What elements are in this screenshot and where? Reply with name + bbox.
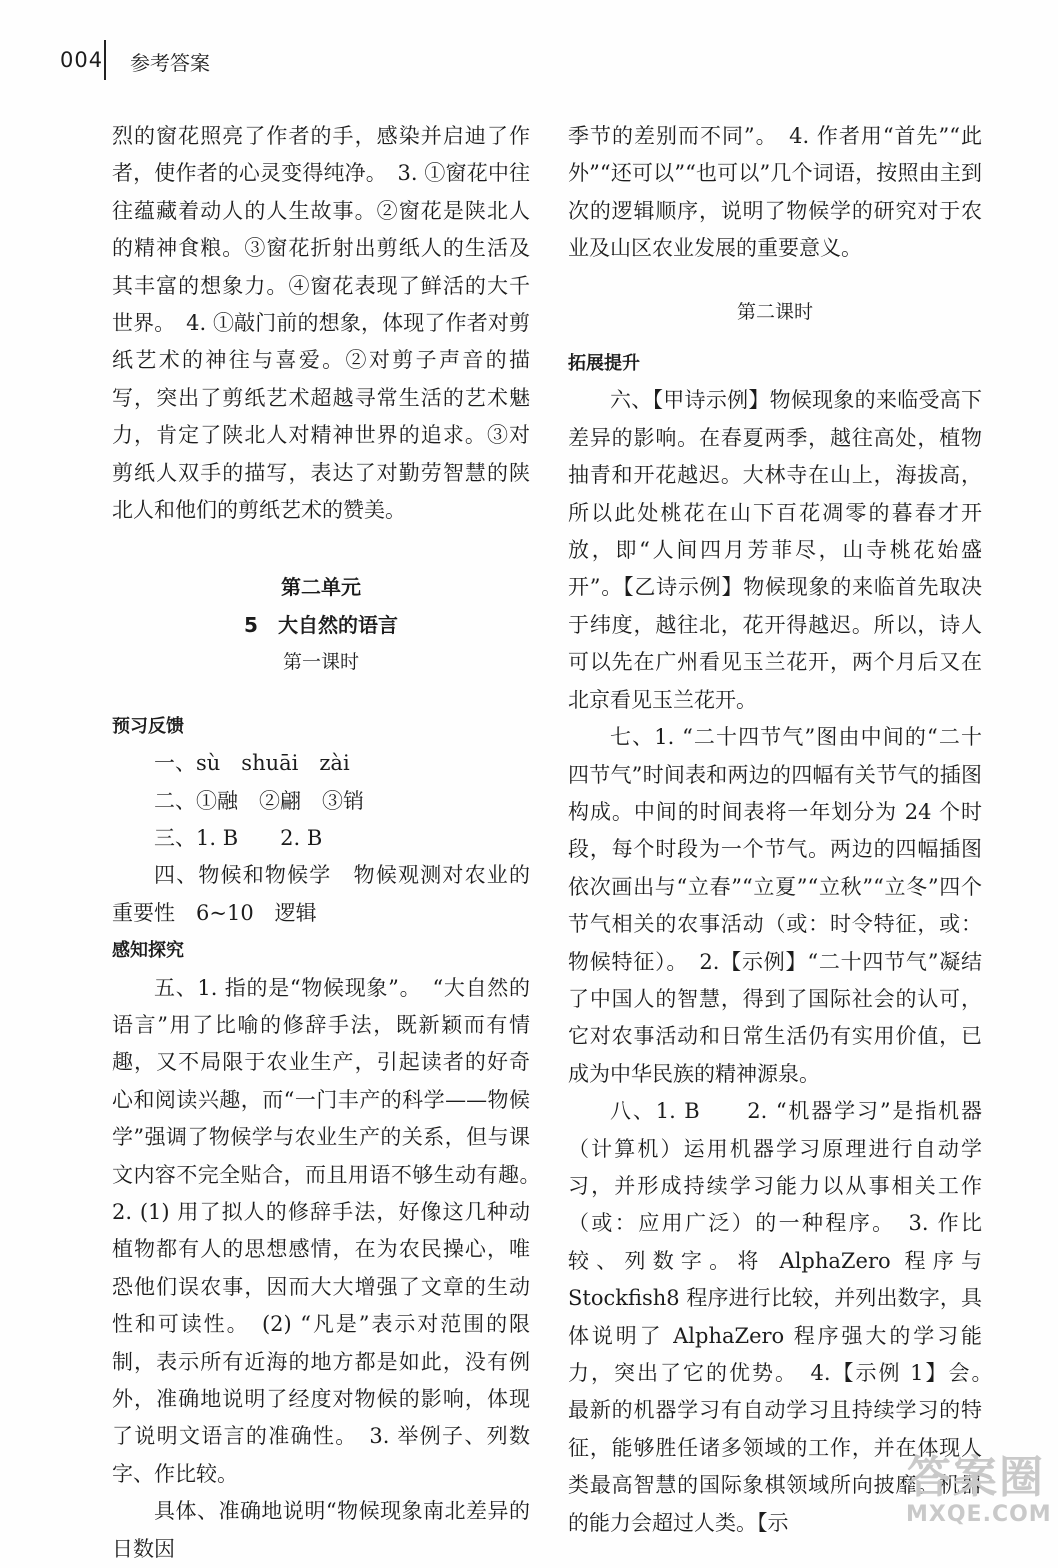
preview-item-2: 二、①融 ②翩 ③销	[154, 788, 364, 813]
page-header	[0, 0, 1058, 90]
left-column	[112, 118, 551, 1568]
preview-item-3: 三、1. B 2. B	[154, 825, 323, 850]
right-column	[568, 118, 1003, 1542]
answer-eight: 八、1. B 2. “机器学习”是指机器（计算机）运用机器学习原理进行自动学习，并形成持续学习能力以从事相关工作（或：应用广泛）的一种程序。 3. 作比较、列数字。将 AlphaZero 程序与 Stockfish8 程序进行比较，并列出数字，具体说明了 AlphaZero 程序强大的学习能力，突出了它的优势。 4.【示例 1】会。 最新的机器学习有自动学习且持续学习的特征，能够胜任诸多领域的工作，并在体现人类最高智慧的国际象棋领域所向披靡。机器的能力会超过人类。【示	[568, 1099, 1003, 1535]
period-title-1: 第一课时	[282, 651, 359, 674]
answer-seven: 七、1. “二十四节气”图由中间的“二十四节气”时间表和两边的四幅有关节气的插图构成。中间的时间表将一年划分为 24 个时段，每个时段为一个节气。两边的四幅插图依次画出与“立春”“立夏”“立秋”“立冬”四个节气相关的农事活动（或：时令特征，或：物候特征）。 2.【示例】“二十四节气”凝结了中国人的智慧，得到了国际社会的认可，它对农事活动和日常生活仍有实用价值，已成为中华民族的精神源泉。	[568, 725, 982, 1086]
lesson-title: 5 大自然的语言	[244, 612, 398, 637]
answer-six: 六、【甲诗示例】物候现象的来临受高下差异的影响。在春夏两季，越往高处，植物抽青和开花越迟。大林寺在山上，海拔高，所以此处桃花在山下百花凋零的暮春才开放，即“人间四月芳菲尽，山寺桃花始盛开”。【乙诗示例】物候现象的来临首先取决于纬度，越往北，花开得越迟。所以，诗人可以先在广州看见玉兰花开，两个月后又在北京看见玉兰花开。	[568, 388, 982, 712]
explore-paragraph-continued: 具体、准确地说明“物候现象南北差异的日数因	[112, 1499, 530, 1561]
right-intro-paragraph: 季节的差别而不同”。 4. 作者用“首先”“此外”“还可以”“也可以”几个词语，按照由主到次的逻辑顺序，说明了物候学的研究对于农业及山区农业发展的重要意义。	[568, 124, 982, 261]
header-title: 参考答案	[130, 51, 210, 75]
section-heading-extend: 拓展提升	[568, 353, 640, 375]
header-divider	[104, 40, 106, 80]
period-title-2: 第二课时	[736, 300, 813, 323]
preview-item-1: 一、sù shuāi zài	[154, 751, 350, 776]
section-heading-preview: 预习反馈	[112, 715, 184, 737]
watermark-url: MXQE.COM	[906, 1502, 1052, 1527]
unit-title: 第二单元	[281, 575, 361, 600]
section-heading-explore: 感知探究	[112, 940, 184, 962]
preview-item-4: 四、物候和物候学 物候观测对农业的重要性 6~10 逻辑	[112, 863, 530, 925]
watermark	[906, 1452, 1052, 1528]
explore-paragraph: 五、1. 指的是“物候现象”。 “大自然的语言”用了比喻的修辞手法，既新颖而有情趣，又不局限于农业生产，引起读者的好奇心和阅读兴趣，而“一门丰产的科学——物候学”强调了物候学与农业生产的关系，但与课文内容不完全贴合，而且用语不够生动有趣。 2. (1) 用了拟人的修辞手法，好像这几种动植物都有人的思想感情，在为农民操心，唯恐他们误农事，因而大大增强了文章的生动性和可读性。 (2) “凡是”表示对范围的限制，表示所有近海的地方都是如此，没有例外，准确地说明了经度对物候的影响，体现了说明文语言的准确性。 3. 举例子、列数字、作比较。	[112, 975, 551, 1486]
left-intro-paragraph: 烈的窗花照亮了作者的手，感染并启迪了作者，使作者的心灵变得纯净。 3. ①窗花中往往蕴藏着动人的人生故事。②窗花是陕北人的精神食粮。③窗花折射出剪纸人的生活及其丰富的想象力。④窗花表现了鲜活的大千世界。 4. ①敲门前的想象，体现了作者对剪纸艺术的神往与喜爱。②对剪子声音的描写，突出了剪纸艺术超越寻常生活的艺术魅力，肯定了陕北人对精神世界的追求。③对剪纸人双手的描写，表达了对勤劳智慧的陕北人和他们的剪纸艺术的赞美。	[112, 124, 530, 523]
page-number: 004	[60, 48, 104, 72]
watermark-logo: 答案圈	[907, 1452, 1045, 1503]
